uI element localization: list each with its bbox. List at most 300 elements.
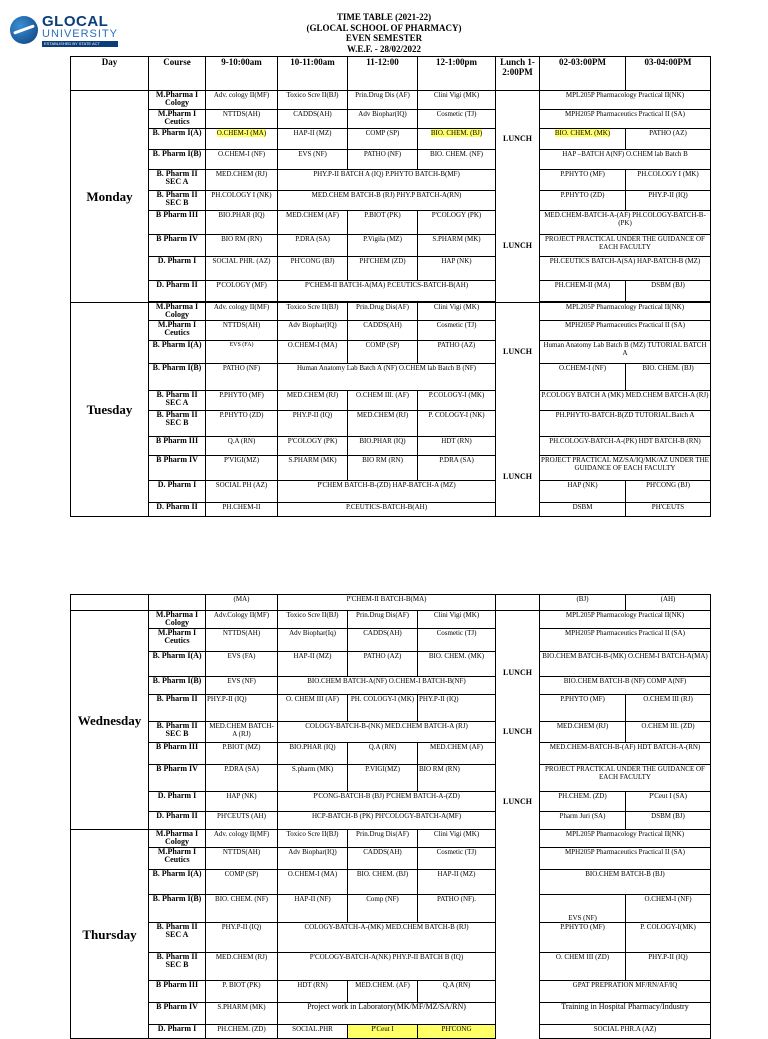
slot-cell: EVS (FA) [206, 652, 278, 677]
slot-cell: P.PHYTO (MF) [540, 695, 626, 722]
slot-cell: P.PHYTO (MF) [540, 170, 626, 191]
col-day: Day [71, 57, 149, 91]
slot-cell: Adv Biophar(IQ) [278, 321, 348, 341]
table-row [71, 391, 711, 411]
slot-cell: MPH205P Pharmaceutics Practical II (SA) [540, 629, 711, 652]
slot-cell: PH.PHYTO-BATCH-B(ZD TUTORIAL.Batch A [540, 411, 711, 437]
slot-cell: PH'CONG (BJ) [278, 257, 348, 281]
slot-cell: COMP (SP) [348, 341, 418, 364]
slot-cell: O. CHEM III (ZD) [540, 953, 626, 981]
empty-cell [496, 595, 540, 611]
slot-cell: COMP (SP) [348, 129, 418, 150]
slot-cell: PHY.P-II (IQ) [626, 191, 711, 211]
slot-cell: O.CHEM-I (NF) [206, 150, 278, 170]
slot-cell: HAP-II (MZ) [418, 870, 496, 895]
slot-cell: O.CHEM III. (ZD) [626, 722, 711, 743]
course-cell: D. Pharm II [149, 812, 206, 830]
slot-cell: P'COLOGY (PK) [278, 437, 348, 456]
table-row [71, 981, 711, 1003]
slot-cell: COLOGY-BATCH-A-(MK) MED.CHEM BATCH-B (RJ) [278, 923, 496, 953]
slot-cell: COMP (SP) [206, 870, 278, 895]
lunch-label: LUNCH [496, 722, 540, 743]
slot-cell: Q.A (RN) [418, 981, 496, 1003]
slot-cell: P'CHEM-II BATCH-A(MA) P.CEUTICS-BATCH-B(AH) [278, 281, 496, 302]
table-row [71, 792, 711, 812]
lunch-cell [496, 923, 540, 953]
table-row [71, 743, 711, 765]
slot-cell: BIO.CHEM BATCH-A(NF) O.CHEM-I BATCH-B(NF) [278, 677, 496, 695]
table-row [71, 364, 711, 391]
table-row [71, 503, 711, 517]
course-cell: D. Pharm I [149, 1025, 206, 1039]
slot-cell: PHY.P-II (IQ) [626, 953, 711, 981]
empty-cell [71, 595, 149, 611]
slot-cell: BIO RM (RN) [418, 765, 496, 792]
course-cell: D. Pharm I [149, 481, 206, 503]
lunch-cell [496, 150, 540, 170]
slot-cell: O.CHEM-I (MA) [278, 341, 348, 364]
lunch-cell [496, 953, 540, 981]
slot-cell: MED.CHEM (RJ) [206, 953, 278, 981]
table-row [71, 677, 711, 695]
lunch-cell [496, 611, 540, 629]
slot-cell: S.PHARM (MK) [278, 456, 348, 481]
slot-cell: PATHO (AZ) [418, 341, 496, 364]
slot-cell: NTTDS(AH) [206, 321, 278, 341]
slot-cell: GPAT PREPRATION MF/RN/AF/IQ [540, 981, 711, 1003]
header-line-3: EVEN SEMESTER [345, 33, 423, 43]
highlighted-slot: PH'CONG [418, 1025, 496, 1039]
col-slot-3: 11-12:00 [348, 57, 418, 91]
table-row [71, 953, 711, 981]
slot-cell: P'COLOGY-BATCH-A(NK) PHY.P-II BATCH B (IQ) [278, 953, 496, 981]
table-row [71, 411, 711, 437]
table-row [71, 110, 711, 129]
slot-cell: CADDS(AH) [348, 321, 418, 341]
slot-cell: Adv. cology II(MF) [206, 91, 278, 110]
slot-cell: EVS (NF) [278, 150, 348, 170]
slot-cell: BIO. CHEM. (BJ) [348, 870, 418, 895]
table-row [71, 191, 711, 211]
slot-cell: COLOGY-BATCH-B-(NK) MED.CHEM BATCH-A (RJ) [278, 722, 496, 743]
lunch-cell [496, 110, 540, 129]
slot-cell: PH.COLOGY-BATCH-A-(PK) HDT BATCH-B (RN) [540, 437, 711, 456]
course-cell: B. Pharm II SEC B [149, 411, 206, 437]
slot-cell: P.PHYTO (ZD) [540, 191, 626, 211]
col-slot-4: 12-1:00pm [418, 57, 496, 91]
lunch-cell [496, 629, 540, 652]
slot-cell: EVS (NF) [540, 895, 626, 923]
slot-cell: PATHO (NF). [418, 895, 496, 923]
slot-cell: PH. COLOGY-I (MK) [348, 695, 418, 722]
slot-cell: P'CHEM-II BATCH-B(MA) [278, 595, 496, 611]
slot-cell: MED.CHEM (RJ) [206, 170, 278, 191]
lunch-cell [496, 281, 540, 302]
slot-cell: MED.CHEM (RJ) [348, 411, 418, 437]
slot-cell: P'CONG-BATCH-B (BJ) P'CHEM BATCH-A-(ZD) [278, 792, 496, 812]
lunch-cell [496, 870, 540, 895]
slot-cell: NTTDS(AH) [206, 110, 278, 129]
slot-cell: PH.COLOGY I (NK) [206, 191, 278, 211]
slot-cell: PH.CHEM-II [206, 503, 278, 517]
slot-cell: PH.CEUTICS BATCH-A(SA) HAP-BATCH-B (MZ) [540, 257, 711, 281]
slot-cell: Prin.Drug Dis(AF) [348, 611, 418, 629]
slot-cell: PH'CONG (BJ) [626, 481, 711, 503]
slot-cell: MED.CHEM BATCH-B (RJ) PHY.P BATCH-A(RN) [278, 191, 496, 211]
slot-cell: P.BIOT (PK) [348, 211, 418, 235]
course-cell: B. Pharm I(B) [149, 150, 206, 170]
header-line-1: TIME TABLE (2021-22) [336, 12, 432, 22]
slot-cell: PH'CEUTS (AH) [206, 812, 278, 830]
slot-cell: Toxico Scre II(BJ) [278, 303, 348, 321]
slot-cell: SOCIAL.PHR [278, 1025, 348, 1039]
table-row [71, 1003, 711, 1025]
slot-cell: PH.CHEM. (ZD) [540, 792, 626, 812]
slot-cell: BIO.PHAR (IQ) [206, 211, 278, 235]
slot-cell: CADDS(AH) [278, 110, 348, 129]
slot-cell: BIO.PHAR (IQ) [278, 743, 348, 765]
lunch-cell [496, 830, 540, 848]
table-row [71, 303, 711, 321]
slot-cell: PROJECT PRACTICAL UNDER THE GUIDANCE OF EACH FACULTY [540, 765, 711, 792]
course-cell: B. Pharm I(B) [149, 895, 206, 923]
slot-cell: P. COLOGY-I(MK) [626, 923, 711, 953]
slot-cell: (BJ) [540, 595, 626, 611]
slot-cell: Human Anatomy Lab Batch A (NF) O.CHEM lab Batch B (NF) [278, 364, 496, 391]
lunch-label: LUNCH [496, 129, 540, 150]
course-cell: M.Pharma I Cology [149, 611, 206, 629]
slot-cell: PATHO (NF) [348, 150, 418, 170]
slot-cell: Adv.Cology II(MF) [206, 611, 278, 629]
slot-cell: P.CEUTICS-BATCH-B(AH) [278, 503, 496, 517]
course-cell: D. Pharm II [149, 281, 206, 302]
table-row [71, 695, 711, 722]
lunch-cell [496, 191, 540, 211]
slot-cell: P. BIOT (PK) [206, 981, 278, 1003]
slot-cell: Prin.Drug Dis (AF) [348, 91, 418, 110]
lunch-cell [496, 170, 540, 191]
course-cell: M.Pharm I Ceutics [149, 110, 206, 129]
slot-cell: O.CHEM-I (NF) [540, 364, 626, 391]
course-cell: D. Pharm I [149, 792, 206, 812]
course-cell: B. Pharm II SEC A [149, 170, 206, 191]
course-cell: B. Pharm II [149, 695, 206, 722]
slot-cell: PATHO (NF) [206, 364, 278, 391]
empty-cell [149, 595, 206, 611]
lunch-cell [496, 391, 540, 411]
slot-cell: PHY.P-II (IQ) [206, 695, 278, 722]
table-row [71, 170, 711, 191]
lunch-cell [496, 257, 540, 281]
lunch-cell [496, 321, 540, 341]
timetable-part-2 [70, 594, 711, 1039]
course-cell: B Pharm IV [149, 235, 206, 257]
slot-cell: BIO RM (RN) [348, 456, 418, 481]
slot-cell: BIO.CHEM BATCH-B-(MK) O.CHEM-I BATCH-A(MA) [540, 652, 711, 677]
slot-cell: PH'CHEM (ZD) [348, 257, 418, 281]
table-row [71, 595, 711, 611]
course-cell: B Pharm III [149, 211, 206, 235]
slot-cell: MPH205P Pharmaceutics Practical II (SA) [540, 321, 711, 341]
slot-cell: MED.CHEM-BATCH-B-(AF) HDT BATCH-A-(RN) [540, 743, 711, 765]
timetable-part-1 [70, 56, 711, 517]
course-cell: B. Pharm I(B) [149, 364, 206, 391]
lunch-cell [496, 677, 540, 695]
lunch-cell [496, 1025, 540, 1039]
slot-cell: CADDS(AH) [348, 629, 418, 652]
course-cell: B. Pharm II SEC B [149, 722, 206, 743]
slot-cell: Clini Vigi (MK) [418, 830, 496, 848]
slot-cell: BIO.PHAR (IQ) [348, 437, 418, 456]
slot-cell: P.PHYTO (ZD) [206, 411, 278, 437]
table-row [71, 341, 711, 364]
lunch-cell [496, 437, 540, 456]
slot-cell: BIO. CHEM. (BJ) [626, 364, 711, 391]
slot-cell: PH.CHEM. (ZD) [206, 1025, 278, 1039]
course-cell: M.Pharma I Cology [149, 303, 206, 321]
table-row [71, 211, 711, 235]
slot-cell: MPL205P Pharmacology Practical II(NK) [540, 830, 711, 848]
table-row [71, 652, 711, 677]
slot-cell: HAP (NK) [206, 792, 278, 812]
table-row [71, 437, 711, 456]
slot-cell: HDT (RN) [418, 437, 496, 456]
slot-cell: P'COLOGY (PK) [418, 211, 496, 235]
highlighted-slot: O.CHEM-I (MA) [216, 129, 267, 137]
lunch-label: LUNCH [496, 235, 540, 257]
table-row [71, 923, 711, 953]
slot-cell: O.CHEM-I (NF) [626, 895, 711, 923]
slot-cell: CADDS(AH) [348, 848, 418, 870]
day-wednesday: Wednesday [71, 611, 149, 830]
header-line-2: (GLOCAL SCHOOL OF PHARMACY) [306, 22, 462, 33]
slot-cell: MED.CHEM (RJ) [540, 722, 626, 743]
slot-cell: SOCIAL PH (AZ) [206, 481, 278, 503]
slot-cell: MPH205P Pharmaceutics Practical II (SA) [540, 110, 711, 129]
col-lunch: Lunch 1-2:00PM [496, 57, 540, 91]
lunch-cell [496, 503, 540, 517]
course-cell: B Pharm IV [149, 1003, 206, 1025]
course-cell: B Pharm IV [149, 765, 206, 792]
table-row [71, 895, 711, 923]
slot-cell: (AH) [626, 595, 711, 611]
slot-cell: BIO.CHEM BATCH-B (BJ) [540, 870, 711, 895]
course-cell: M.Pharm I Ceutics [149, 848, 206, 870]
course-cell: D. Pharm I [149, 257, 206, 281]
logo-name: GLOCAL [42, 12, 109, 30]
slot-cell: S.pharm (MK) [278, 765, 348, 792]
lunch-cell [496, 695, 540, 722]
slot-cell: Comp (NF) [348, 895, 418, 923]
table-row [71, 281, 711, 302]
slot-cell: O. CHEM III (AF) [278, 695, 348, 722]
timetable-header [0, 12, 768, 54]
lunch-label: LUNCH [496, 792, 540, 812]
col-slot-6: 03-04:00PM [626, 57, 711, 91]
slot-cell: P.COLOGY BATCH A (MK) MED.CHEM BATCH-A (RJ) [540, 391, 711, 411]
course-cell: B. Pharm I(A) [149, 341, 206, 364]
slot-cell: Clini Vigi (MK) [418, 91, 496, 110]
slot-cell: MPL205P Pharmacology Practical II(NK) [540, 611, 711, 629]
table-row [71, 722, 711, 743]
col-slot-5: 02-03:00PM [540, 57, 626, 91]
course-cell: B. Pharm II SEC A [149, 923, 206, 953]
slot-cell: HAP –BATCH A(NF) O.CHEM lab Batch B [540, 150, 711, 170]
slot-cell: P. COLOGY-I (NK) [418, 411, 496, 437]
course-cell: B. Pharm I(A) [149, 870, 206, 895]
slot-cell: Cosmetic (TJ) [418, 110, 496, 129]
slot-cell: P.DRA (SA) [278, 235, 348, 257]
table-row [71, 129, 711, 150]
slot-cell: Project work in Laboratory(MK/MF/MZ/SA/RN) [278, 1003, 496, 1025]
slot-cell: P.Vigila (MZ) [348, 235, 418, 257]
highlighted-slot: BIO. CHEM. (MK) [554, 129, 611, 137]
lunch-cell [496, 981, 540, 1003]
slot-cell: HAP (NK) [540, 481, 626, 503]
slot-cell: NTTDS(AH) [206, 629, 278, 652]
course-cell: M.Pharma I Cology [149, 830, 206, 848]
slot-cell: BIO RM (RN) [206, 235, 278, 257]
slot-cell: PROJECT PRACTICAL UNDER THE GUIDANCE OF EACH FACULTY [540, 235, 711, 257]
slot-cell: DSBM (BJ) [626, 812, 711, 830]
slot-cell: PHY.P-II (IQ) [278, 411, 348, 437]
table-row [71, 257, 711, 281]
slot-cell: Pharm Juri (SA) [540, 812, 626, 830]
lunch-cell [496, 91, 540, 110]
course-cell: B. Pharm II SEC B [149, 953, 206, 981]
slot-cell: HAP-II (MZ) [278, 129, 348, 150]
slot-cell: EVS (FA) [206, 341, 278, 364]
slot-cell: MED.CHEM. (AF) [348, 981, 418, 1003]
slot-cell: Adv. cology II(MF) [206, 830, 278, 848]
slot-cell: DSBM [540, 503, 626, 517]
day-monday: Monday [71, 91, 149, 303]
table-row [71, 235, 711, 257]
lunch-label: LUNCH [496, 456, 540, 481]
slot-cell: PATHO (AZ) [348, 652, 418, 677]
slot-cell: Adv Biophar(Iq) [278, 629, 348, 652]
course-cell: M.Pharm I Ceutics [149, 629, 206, 652]
header-line-4: W.E.F. - 28/02/2022 [346, 43, 422, 54]
slot-cell: P'Ceut I (SA) [626, 792, 711, 812]
slot-cell: P.DRA (SA) [206, 765, 278, 792]
slot-cell: Prin.Drug Dis(AF) [348, 303, 418, 321]
slot-cell: BIO. CHEM. (NF) [418, 150, 496, 170]
slot-cell: O.CHEM III. (AF) [348, 391, 418, 411]
table-row [71, 91, 711, 110]
slot-cell: MPL205P Pharmacology Practical II(NK) [540, 91, 711, 110]
course-cell: B Pharm III [149, 437, 206, 456]
slot-cell: BIO. CHEM. (MK) [418, 652, 496, 677]
slot-cell: Prin.Drug Dis(AF) [348, 830, 418, 848]
slot-cell: HDT (RN) [278, 981, 348, 1003]
col-slot-2: 10-11:00am [278, 57, 348, 91]
slot-cell: Human Anatomy Lab Batch B (MZ) TUTORIAL BATCH A [540, 341, 711, 364]
course-cell: B. Pharm I(A) [149, 652, 206, 677]
slot-cell: P.PHYTO (MF) [540, 923, 626, 953]
slot-cell: Clini Vigi (MK) [418, 611, 496, 629]
slot-cell: HAP-II (NF) [278, 895, 348, 923]
table-row [71, 481, 711, 503]
slot-cell: Cosmetic (TJ) [418, 629, 496, 652]
slot-cell: Clini Vigi (MK) [418, 303, 496, 321]
slot-cell: Adv Biophar(IQ) [348, 110, 418, 129]
slot-cell: PATHO (AZ) [626, 129, 711, 150]
slot-cell: Toxico Scre II(BJ) [278, 91, 348, 110]
slot-cell: Toxico Scre II(BJ) [278, 611, 348, 629]
course-cell: M.Pharma I Cology [149, 91, 206, 110]
lunch-label: LUNCH [496, 341, 540, 364]
slot-cell: (MA) [206, 595, 278, 611]
slot-cell: PH'CEUTS [626, 503, 711, 517]
lunch-cell [496, 848, 540, 870]
lunch-cell [496, 481, 540, 503]
slot-cell: P'COLOGY (MF) [206, 281, 278, 302]
slot-cell: P.PHYTO (MF) [206, 391, 278, 411]
lunch-cell [496, 895, 540, 923]
slot-cell: PHY.P-II (IQ) [206, 923, 278, 953]
highlighted-slot: P'Ceut I [348, 1025, 418, 1039]
slot-cell: P'CHEM BATCH-B-(ZD) HAP-BATCH-A (MZ) [278, 481, 496, 503]
highlighted-slot: BIO. CHEM. (BJ) [430, 129, 483, 137]
slot-cell: MED.CHEM (AF) [418, 743, 496, 765]
slot-cell: Training in Hospital Pharmacy/Industry [540, 1003, 711, 1025]
slot-cell: HAP (NK) [418, 257, 496, 281]
course-cell: M.Pharm I Ceutics [149, 321, 206, 341]
table-header-row [71, 57, 711, 91]
day-tuesday: Tuesday [71, 303, 149, 517]
slot-cell: Q.A (RN) [206, 437, 278, 456]
logo-sub: UNIVERSITY [42, 27, 119, 40]
slot-cell: BIO. CHEM. (NF) [206, 895, 278, 923]
table-row [71, 1025, 711, 1039]
slot-cell: HAP-II (MZ) [278, 652, 348, 677]
slot-cell: MPH205P Pharmaceutics Practical II (SA) [540, 848, 711, 870]
course-cell: B Pharm IV [149, 456, 206, 481]
slot-cell: MED.CHEM-BATCH-A-(AF) PH.COLOGY-BATCH-B-(PK) [540, 211, 711, 235]
table-row [71, 765, 711, 792]
col-slot-1: 9-10:00am [206, 57, 278, 91]
slot-cell: MED.CHEM (AF) [278, 211, 348, 235]
course-cell: B Pharm III [149, 981, 206, 1003]
slot-cell: P.BIOT (MZ) [206, 743, 278, 765]
slot-cell: S.PHARM (MK) [418, 235, 496, 257]
slot-cell: MED.CHEM (RJ) [278, 391, 348, 411]
course-cell: B. Pharm II SEC B [149, 191, 206, 211]
slot-cell: PROJECT PRACTICAL MZ/SA/IQ/MK/AZ UNDER THE GUIDANCE OF EACH FACULTY [540, 456, 711, 481]
lunch-cell [496, 411, 540, 437]
table-row [71, 629, 711, 652]
slot-cell: P.COLOGY-I (MK) [418, 391, 496, 411]
table-row [71, 870, 711, 895]
slot-cell: Adv. cology II(MF) [206, 303, 278, 321]
slot-cell: PH.CHEM-II (MA) [540, 281, 626, 302]
slot-cell: O.CHEM III (RJ) [626, 695, 711, 722]
slot-cell: P.DRA (SA) [418, 456, 496, 481]
slot-cell: HCP-BATCH-B (PK) PH'COLOGY-BATCH-A(MF) [278, 812, 496, 830]
lunch-label: LUNCH [496, 652, 540, 677]
slot-cell: PHY.P-II (IQ) [418, 695, 496, 722]
day-thursday: Thursday [71, 830, 149, 1039]
course-cell: B Pharm III [149, 743, 206, 765]
course-cell: B. Pharm II SEC A [149, 391, 206, 411]
slot-cell: NTTDS(AH) [206, 848, 278, 870]
lunch-cell [496, 1003, 540, 1025]
slot-cell: PH.COLOGY I (MK) [626, 170, 711, 191]
slot-cell: EVS (NF) [206, 677, 278, 695]
slot-cell: Cosmetic (TJ) [418, 321, 496, 341]
table-row [71, 150, 711, 170]
